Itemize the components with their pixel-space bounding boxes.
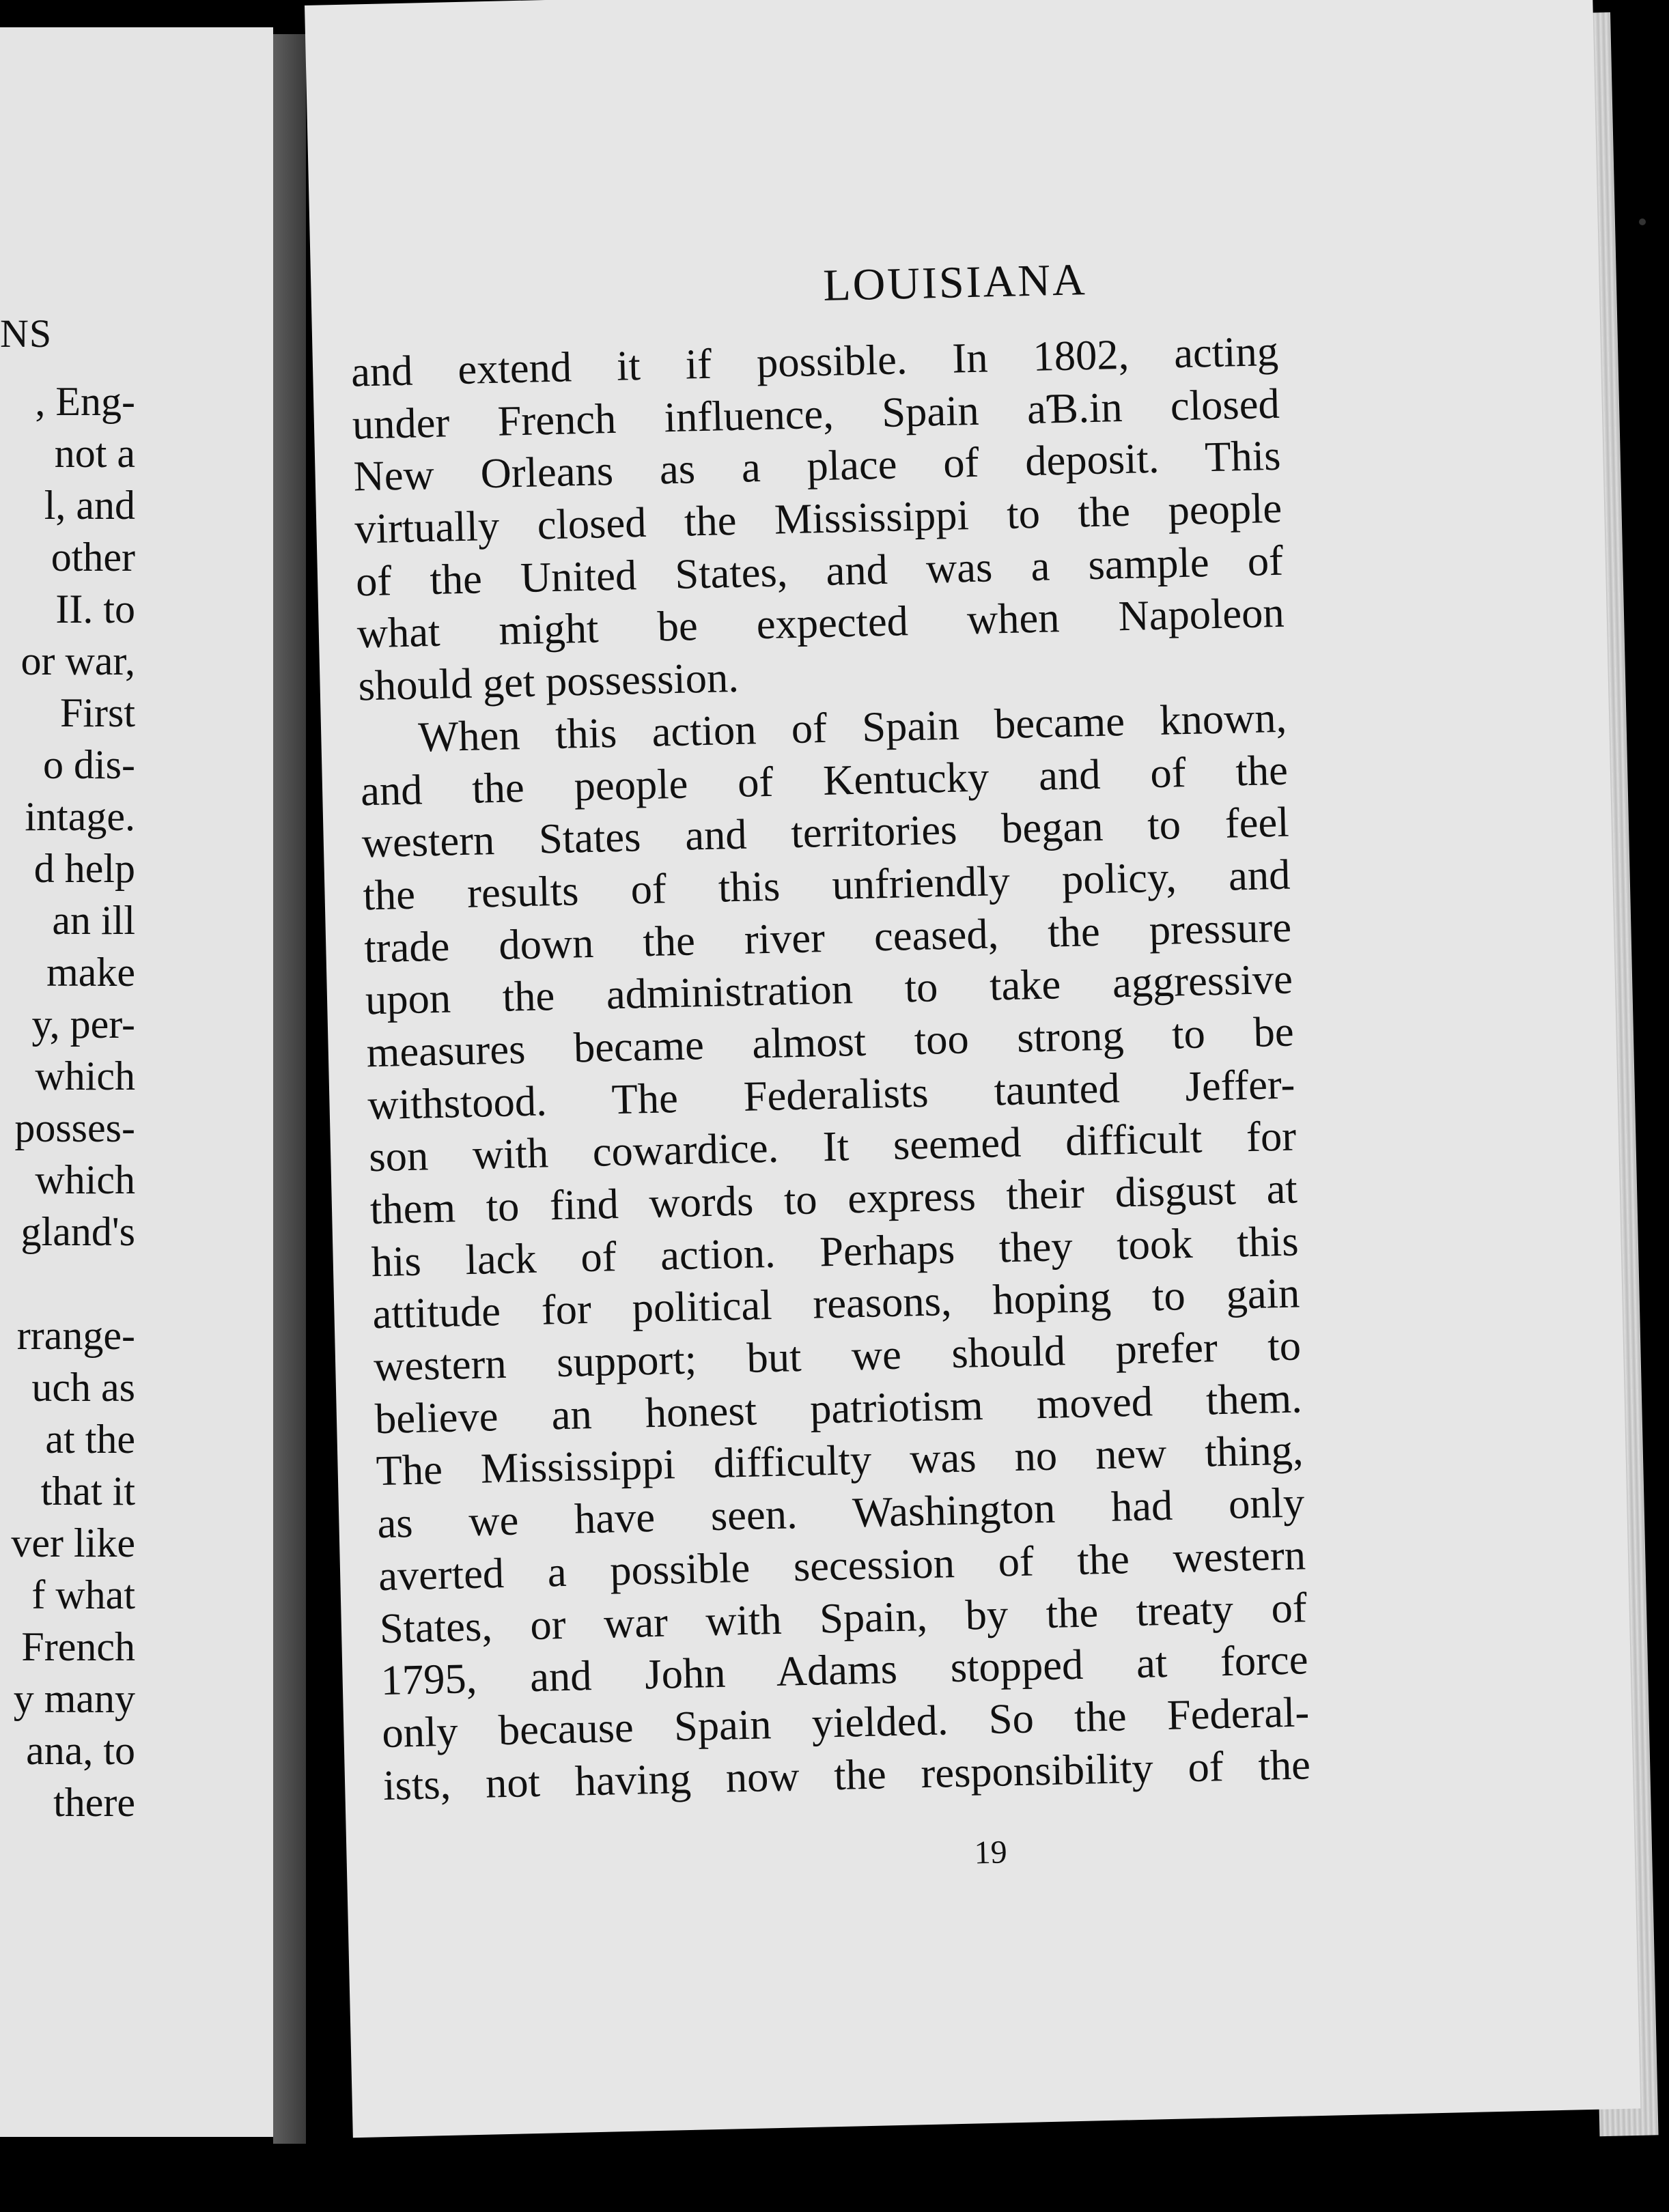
text-line: the results of this unfriendly policy, and [362, 850, 1291, 920]
text-line: averted a possible secession of the western [378, 1531, 1306, 1600]
left-line: d help [33, 846, 135, 891]
text-line: son with cowardice. It seemed difficult for [368, 1111, 1297, 1181]
text-line: what might be expected when Napoleon [356, 589, 1285, 657]
text-line: western support; but we should prefer to [373, 1321, 1302, 1391]
text-line: ists, not having now the responsibility of the [382, 1740, 1311, 1809]
left-line [0, 1258, 135, 1309]
text-line: of the United States, and was a sample of [355, 536, 1284, 606]
left-line: gland's [20, 1209, 135, 1254]
left-line: not a [54, 431, 135, 476]
left-line: f what [31, 1572, 135, 1617]
scan-speck [1639, 218, 1646, 225]
text-line: them to find words to express their disgust at [369, 1164, 1298, 1234]
left-line: at the [45, 1417, 135, 1462]
text-line: States, or war with Spain, by the treaty of [379, 1583, 1308, 1652]
text-line: trade down the river ceased, the pressure [363, 903, 1292, 972]
text-line: and extend it if possible. In 1802, acting [350, 326, 1279, 396]
book-gutter-shadow [273, 34, 306, 2144]
left-line: there [53, 1780, 135, 1825]
text-line: When this action of Spain became known, [417, 693, 1287, 761]
text-line: 1795, and John Adams stopped at force [380, 1635, 1309, 1705]
text-line: believe an honest patriotism moved them. [374, 1374, 1303, 1443]
body-text [350, 325, 1310, 1812]
text-line: withstood. The Federalists taunted Jeffer- [367, 1060, 1295, 1129]
left-line: rrange- [16, 1313, 135, 1358]
text-line: western States and territories began to feel [361, 797, 1290, 867]
text-line: and the people of Kentucky and of the [360, 746, 1289, 814]
text-line: upon the administration to take aggressive [365, 954, 1293, 1024]
running-head: LOUISIANA [822, 255, 1088, 311]
left-line: that it [40, 1469, 135, 1514]
left-line: an ill [52, 898, 135, 943]
text-line: his lack of action. Perhaps they took this [370, 1217, 1300, 1286]
text-line: under French influence, Spain aƁ.in closed [352, 379, 1280, 449]
left-line: French [21, 1624, 135, 1669]
left-line: which [35, 1053, 135, 1098]
left-line: or war, [20, 638, 135, 683]
left-line: intage. [25, 794, 135, 839]
left-line: First [59, 690, 135, 735]
left-line: ver like [11, 1520, 135, 1565]
left-line: l, and [44, 483, 135, 528]
left-line: which [35, 1157, 135, 1202]
left-line: posses- [14, 1105, 135, 1150]
left-line: ana, to [26, 1728, 135, 1773]
text-line: New Orleans as a place of deposit. This [352, 431, 1282, 500]
text-line: measures became almost too strong to be [366, 1007, 1295, 1077]
left-running-head: NS [0, 311, 53, 356]
text-line: attitude for political reasons, hoping to gain [371, 1268, 1300, 1338]
text-line: only because Spain yielded. So the Federal- [381, 1688, 1310, 1757]
left-line: o dis- [43, 742, 135, 787]
left-line: II. to [55, 586, 135, 632]
left-line: y many [13, 1676, 135, 1721]
right-page [305, 0, 1640, 2138]
left-line: y, per- [31, 1002, 135, 1047]
text-line: The Mississippi difficulty was no new thing, [375, 1426, 1304, 1495]
text-line: should get possession. [357, 653, 740, 710]
text-line: as we have seen. Washington had only [376, 1478, 1305, 1548]
left-page [0, 27, 273, 2137]
text-line: virtually closed the Mississippi to the people [354, 483, 1282, 553]
left-page-text [0, 375, 135, 1828]
left-line: other [51, 535, 135, 580]
left-line: , Eng- [35, 379, 135, 424]
left-line: make [46, 950, 135, 995]
left-line: uch as [31, 1365, 135, 1410]
page-number: 19 [974, 1834, 1008, 1871]
